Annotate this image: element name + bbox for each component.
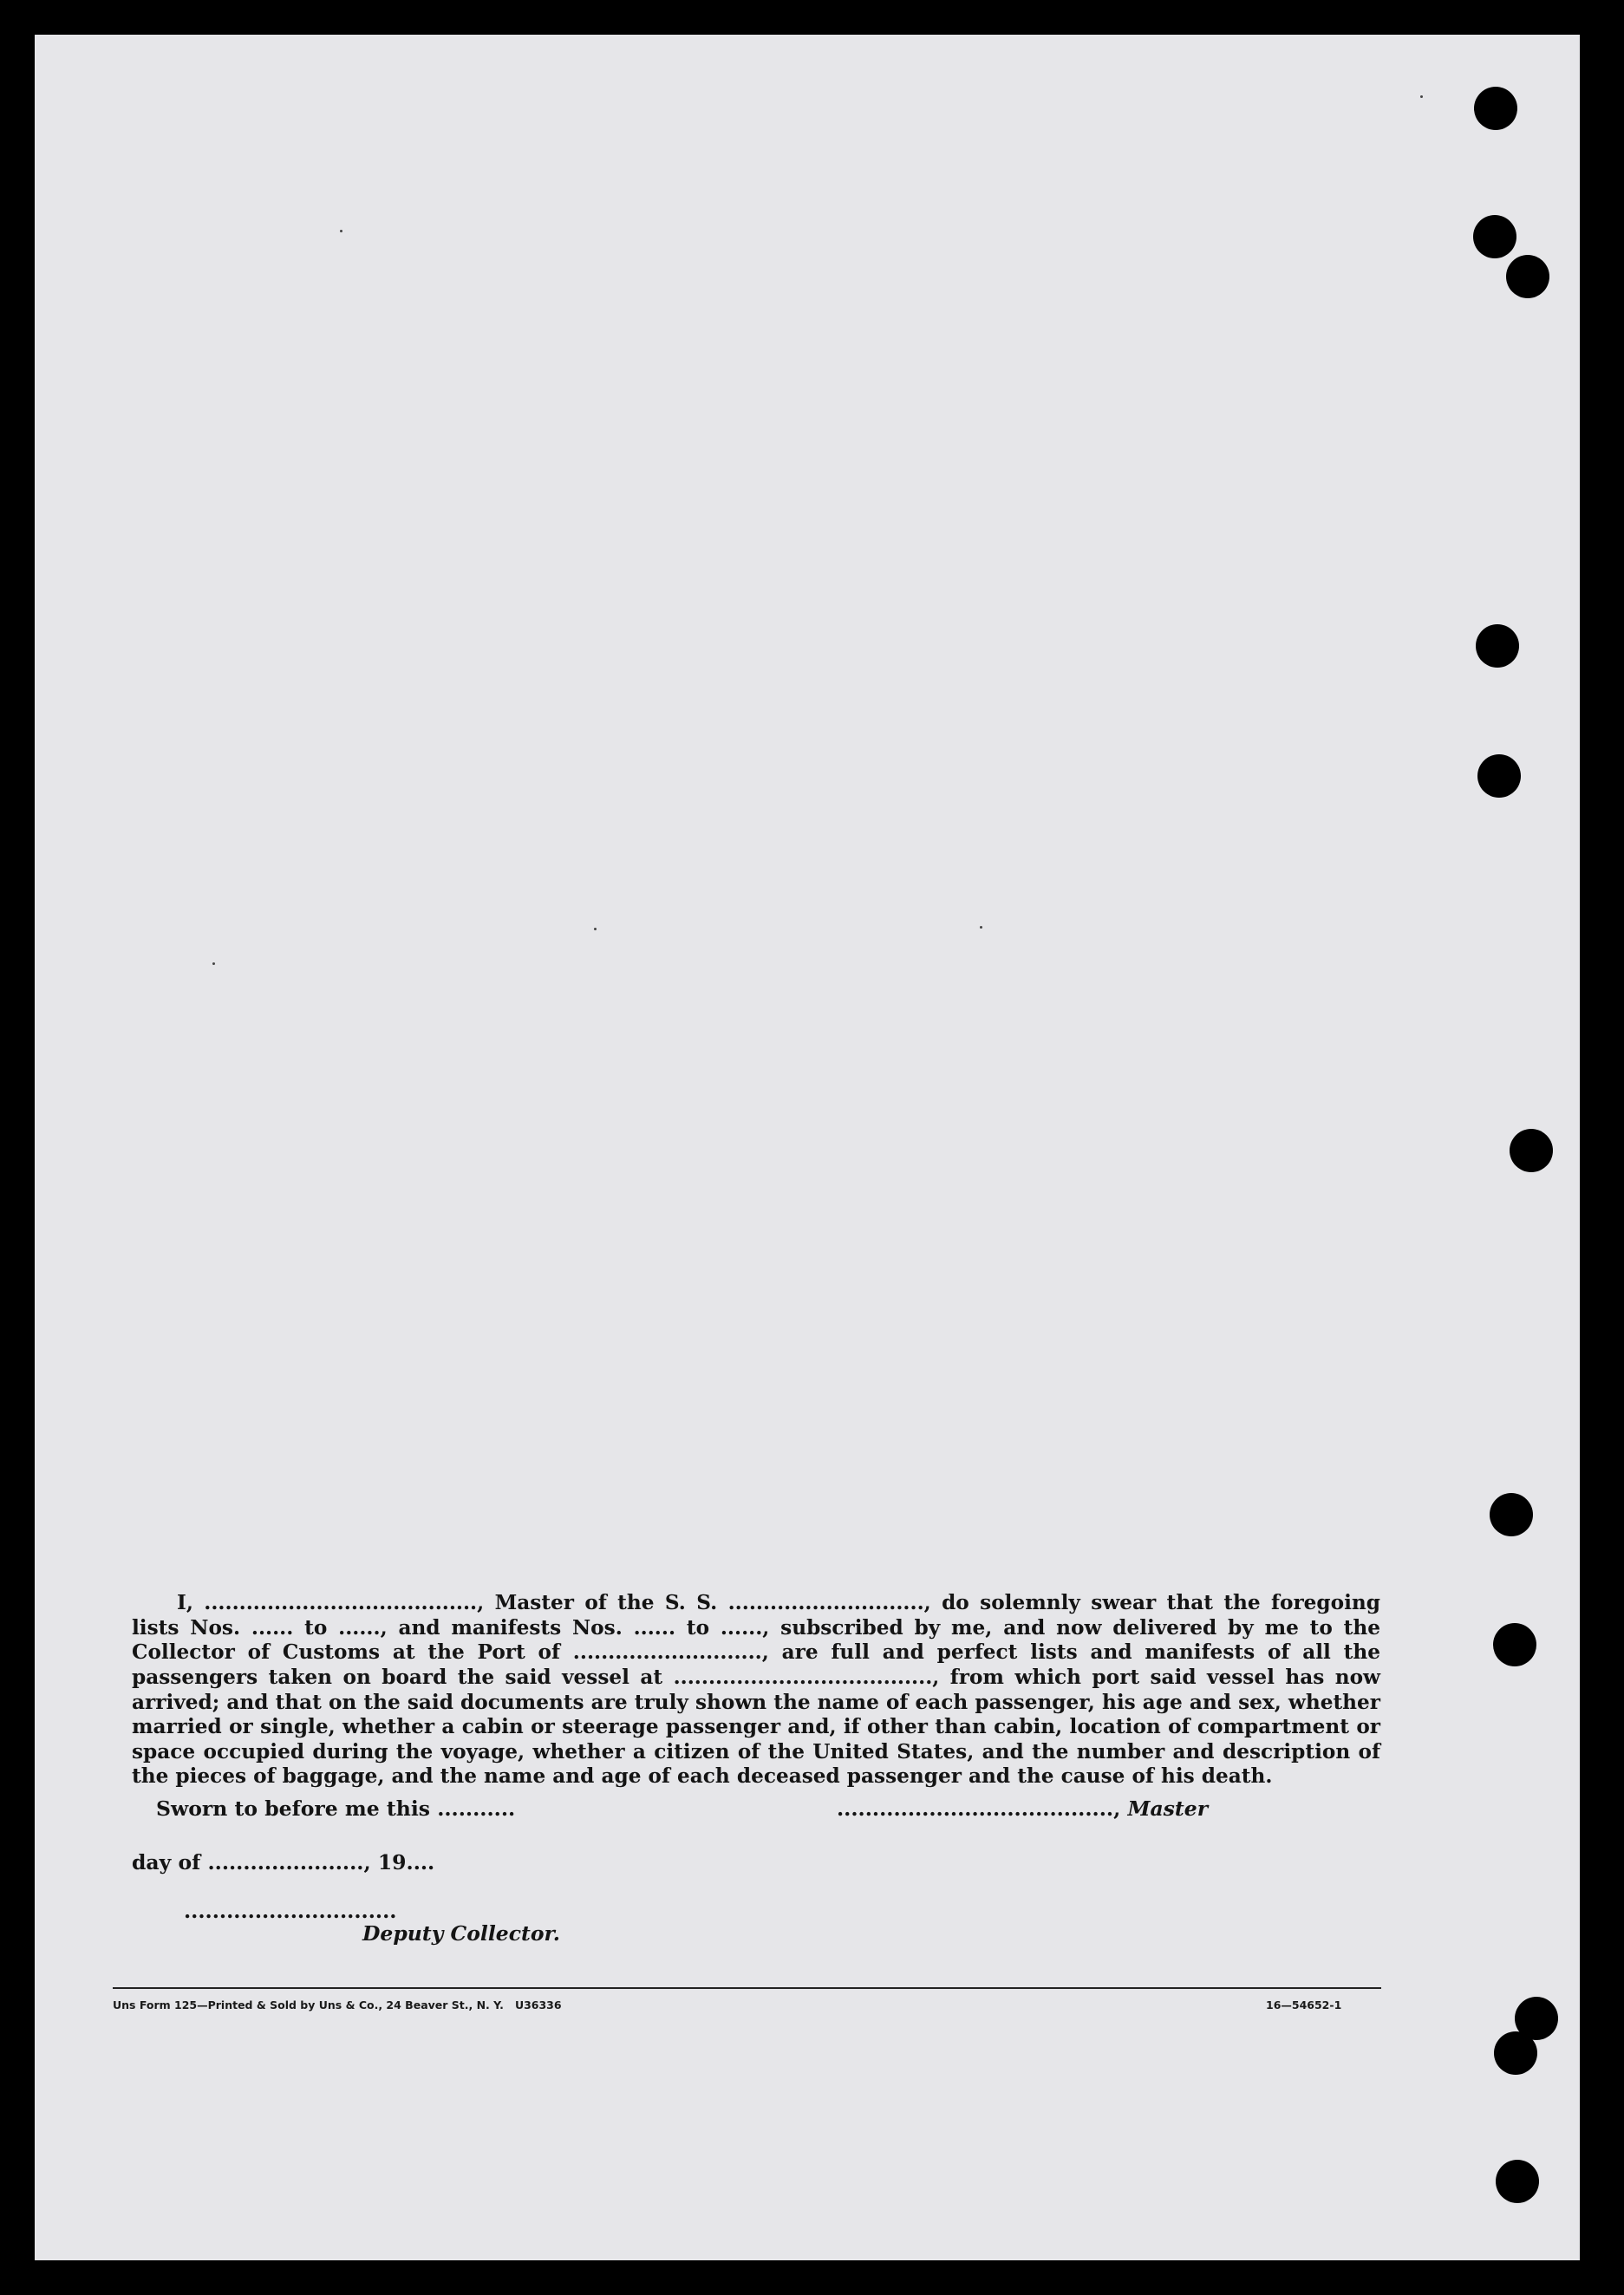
scan-speck [340, 230, 342, 232]
master-label: Master [1127, 1796, 1209, 1821]
punch-hole [1493, 1623, 1536, 1666]
scan-speck [1420, 95, 1423, 98]
scan-speck [980, 926, 982, 929]
master-signature-line [837, 1796, 1208, 1821]
punch-hole [1506, 255, 1549, 298]
document-page [35, 35, 1580, 2260]
scan-speck [212, 962, 215, 965]
footer-rule [113, 1987, 1381, 1989]
punch-hole [1496, 2160, 1539, 2203]
master-oath-paragraph: I, ......................................., Master of the S. S. ............................, do solemnly swear that the foregoing lists Nos. ...... to ......, and manifests Nos. ...... to ......, subscribed by me, and now delivered by me to the Collector of Customs at the Port of ..........................., are full and perfect lists and manifests of all the passengers taken on board the said vessel at ....................................., from which port said vessel has now arrived; and that on the said documents are truly shown the name of each passenger, his age and sex, whether married or single, whether a cabin or steerage passenger and, if other than cabin, location of compartment or space occupied during the voyage, whether a citizen of the United States, and the number and description of the pieces of baggage, and the name and age of each deceased passenger and the cause of his death. [132, 1591, 1380, 1789]
punch-hole [1474, 87, 1517, 130]
punch-hole [1477, 754, 1521, 798]
sworn-before-line: Sworn to before me this ........... [156, 1796, 516, 1821]
day-of-line: day of ......................, 19.... [132, 1850, 435, 1874]
punch-hole [1473, 215, 1516, 258]
punch-hole [1476, 624, 1519, 668]
collector-signature-dots: .............................. [184, 1899, 397, 1923]
form-number: 16—54652-1 [1266, 1998, 1342, 2011]
punch-hole [1490, 1493, 1533, 1536]
punch-hole [1494, 2031, 1537, 2075]
scan-speck [594, 928, 597, 930]
printer-imprint: Uns Form 125—Printed & Sold by Uns & Co., 24 Beaver St., N. Y. U36336 [113, 1998, 562, 2011]
punch-hole [1510, 1129, 1553, 1172]
deputy-collector-label: Deputy Collector. [362, 1921, 560, 1946]
master-signature-dots: ......................................., [837, 1796, 1128, 1821]
